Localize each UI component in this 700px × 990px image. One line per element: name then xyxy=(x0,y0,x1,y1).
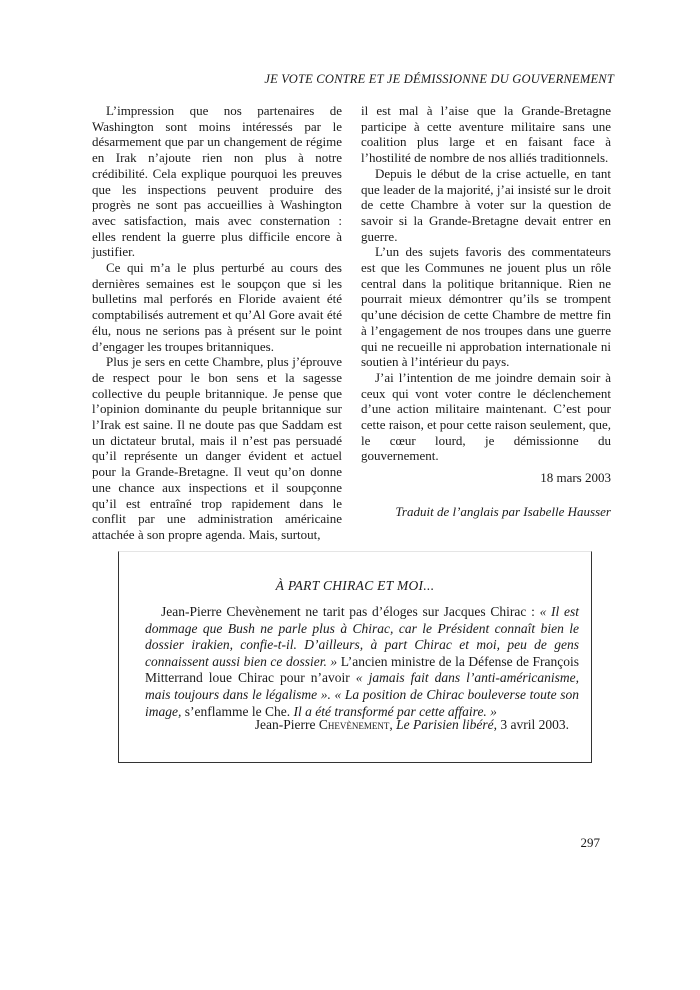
source-author-first: Jean-Pierre xyxy=(254,717,319,732)
sidebar-box xyxy=(118,551,592,763)
box-text: L’ancien ministre de la Défense de François Mitterrand loue Chirac pour n’avoir xyxy=(145,653,579,686)
left-column xyxy=(92,103,342,543)
box-quote: Il a été transformé par cette affaire. » xyxy=(293,703,497,719)
right-column xyxy=(361,103,611,520)
paragraph: L’un des sujets favoris des commentateurs est que les Communes ne jouent plus un rôle central dans la politique britannique. Rien ne pourrait mieux démontrer qu’ils se trompent qu’une décision de cette Chambre de mettre fin à l’engagement de nos troupes dans une guerre qui ne recueille ni approbation internationale ni soutien à l’intérieur du pays. xyxy=(361,244,611,370)
page-number: 297 xyxy=(580,835,600,850)
paragraph: Ce qui m’a le plus perturbé au cours des dernières semaines est le soupçon que si les bulletins mal perforés en Floride avaient été comptabilisés autrement et qu’Al Gore avait été élu, nous ne serions pas à présent sur le point d’engager les troupes britanniques. xyxy=(92,260,342,354)
source-separator: , xyxy=(389,717,397,732)
source-date: , 3 avril 2003. xyxy=(493,717,569,732)
translator-credit: Traduit de l’anglais par Isabelle Hausser xyxy=(395,503,611,519)
paragraph: J’ai l’intention de me joindre demain soir à ceux qui vont voter contre le déclenchement d’une action militaire maintenant. C’est pour cette raison, et pour cette raison seulement, que, le cœur lourd, je démissionne du gouvernement. xyxy=(361,369,611,464)
box-title: À PART CHIRAC ET MOI... xyxy=(275,578,435,593)
source-author-last: Chevènement xyxy=(318,717,390,732)
box-text: Jean-Pierre Chevènement ne tarit pas d’éloges sur Jacques Chirac : xyxy=(161,604,540,619)
source-publication: Le Parisien libéré xyxy=(396,717,494,732)
paragraph: Plus je sers en cette Chambre, plus j’éprouve de respect pour le bon sens et la sagesse collective du peuple britannique. Je pense que l’opinion dominante du peuple britannique sur l’Irak est saine. Il ne doute pas que Saddam est un dictateur brutal, mais il n’est pas persuadé qu’il représente un danger évident et actuel pour la Grande-Bretagne. Il veut qu’on donne une chance aux inspections et il soupçonne qu’il est entraîné trop rapidement dans le conflit par une administration américaine attachée à son propre agenda. Mais, surtout, xyxy=(92,354,342,542)
box-source xyxy=(255,717,569,733)
paragraph: L’impression que nos partenaires de Washington sont moins intéressés par le désarmement que par un changement de régime en Irak n’ajoute rien non plus à notre crédibilité. Cela explique pourquoi les preuves que les inspections peuvent produire des progrès ne sont pas accueillies à Washington avec satisfaction, mais avec consternation : elles rendent la guerre plus difficile encore à justifier. xyxy=(92,103,342,260)
paragraph: il est mal à l’aise que la Grande-Bretagne participe à cette aventure militaire sans une coalition plus large et en faisant face à l’hostilité de nombre de nos alliés traditionnels. xyxy=(361,103,611,166)
box-quote: « Il est dommage que Bush ne parle plus à Chirac, car le Président connaît bien le dossier irakien, confie-t-il. D’ailleurs, à part Chirac et moi, peu de gens connaissent aussi bien ce dossier. » xyxy=(145,604,579,669)
box-text: s’enflamme le Che. xyxy=(181,703,294,719)
article-date: 18 mars 2003 xyxy=(540,470,611,486)
box-quote: « jamais fait dans l’anti-américanisme, mais toujours dans le légalisme ». « La position de Chirac bouleverse toute son image, xyxy=(145,670,579,719)
box-body xyxy=(145,604,579,720)
paragraph: Depuis le début de la crise actuelle, en tant que leader de la majorité, j’ai insisté sur le droit de cette Chambre à voter sur la question de savoir si la Grande-Bretagne devait entrer en guerre. xyxy=(361,165,611,244)
running-head: JE VOTE CONTRE ET JE DÉMISSIONNE DU GOUVERNEMENT xyxy=(264,72,614,86)
